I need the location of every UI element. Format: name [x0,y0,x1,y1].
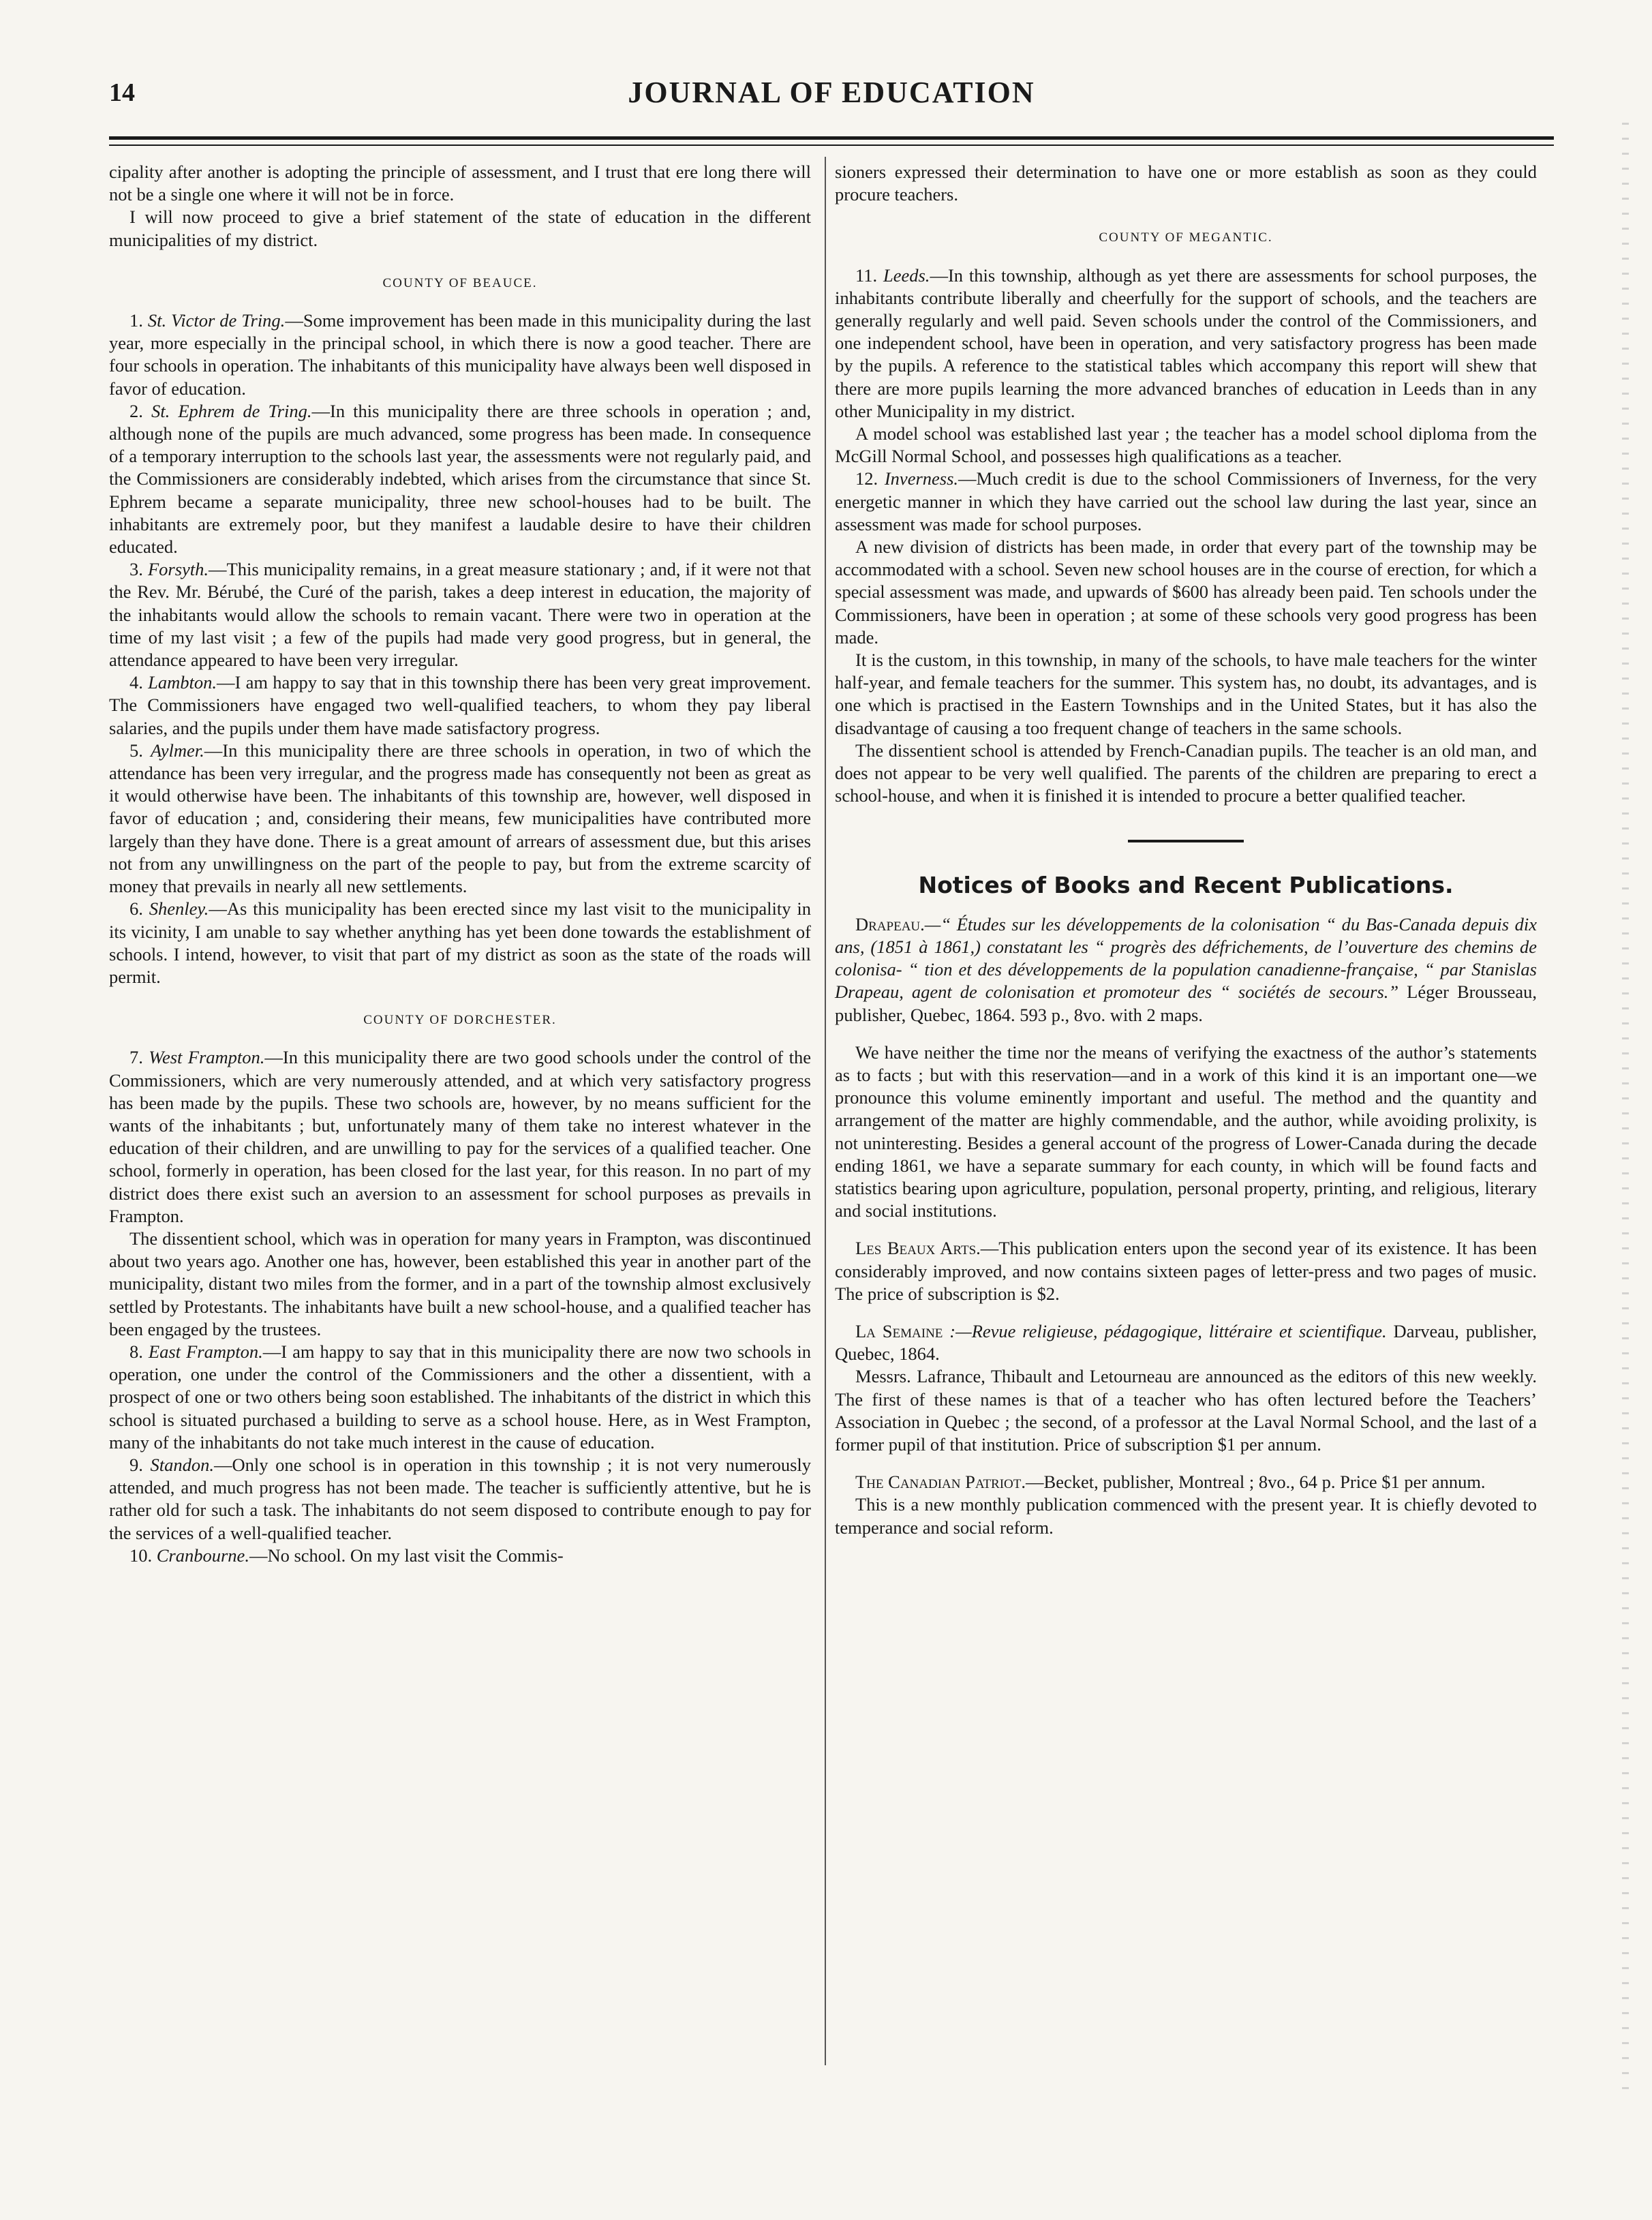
municipality-entry [109,1046,811,1228]
entry-text: —In this municipality there are three schools in operation, in two of which the attendance has been very irregular, and the progress made has consequently not been as great as it would otherwise have been. The inhabitants of this township are, however, well disposed in favor of education ; and, considering their means, few municipalities have contributed more largely than they have done. There is a great amount of arrears of assessment due, but this arises not from any unwillingness on the part of the people to pay, but from the extreme scarcity of money that prevails in nearly all new settlements. [109,740,812,897]
municipality-entry [109,1454,811,1545]
book-review: We have neither the time nor the means of verifying the exactness of the author’s statements as to facts ; but with this reservation—and in a work of this kind it is an important one—we pronounce this volume eminently important and useful. The method and the quantity and arrangement of the matter are highly commendable, and the author, while avoiding prolixity, is not uninteresting. Besides a general account of the progress of Lower-Canada during the decade ending 1861, we have a separate summary for each county, in which will be found facts and statistics bearing upon agriculture, population, personal property, printing, and religious, literary and social institutions. [835,1041,1537,1221]
notice-text: This is a new monthly publication commenced with the present year. It is chiefly devoted to temperance and social reform. [835,1494,1537,1538]
municipality-name: West Frampton. [149,1047,265,1068]
section-title-notices: Notices of Books and Recent Publications. [918,872,1454,899]
municipality-name: East Frampton. [148,1341,263,1362]
entry-text: —In this municipality there are two good schools under the control of the Commissioners, which are very numerously attended, and at which very satisfactory progress has been made by the pupils. These two schools are, however, by no means sufficient for the wants of the inhabitants ; but, unfortunately many of them take no interest whatever in the education of their children, and are unwilling to pay for the services of a qualified teacher. One school, formerly in operation, has been closed for the last year, for this reason. In no part of my district does there exist such an aversion to an assessment for school purposes as prevails in Frampton. [109,1047,811,1226]
municipality-entry [109,740,811,898]
municipality-name: Standon. [150,1454,215,1475]
municipality-name: St. Victor de Tring. [147,310,286,331]
book-publisher: Léger Brousseau, publisher, Quebec, 1864. 593 p., 8vo. with 2 maps. [835,982,1537,1025]
entry-number: 8. [129,1341,149,1362]
county-heading-beauce: COUNTY OF BEAUCE. [382,275,538,290]
book-author: Drapeau. [855,913,925,934]
entry-number: 12. [855,468,885,489]
entry-number: 5. [129,740,151,761]
county-heading-dorchester: COUNTY OF DORCHESTER. [363,1013,557,1028]
municipality-entry [109,558,811,671]
municipality-entry [109,671,811,740]
entry-number: 1. [129,310,148,331]
entry-number: 4. [129,672,149,693]
municipality-entry [109,1545,811,1567]
municipality-name: Leeds. [883,264,930,286]
notice-text: —This publication enters upon the second year of its existence. It has been considerably improved, and now contains sixteen pages of letter-press and two pages of music. The price of subscription is $2. [835,1238,1538,1304]
paragraph: cipality after another is adopting the principle of assessment, and I trust that ere long there will not be a single one where it will not be in force. [109,162,811,205]
entry-text: —I am happy to say that in this township there has been very great improvement. The Commissioners have engaged two well-qualified teachers, to whom they pay liberal salaries, and the pupils under them have made satisfactory progress. [109,672,811,738]
book-title: —“ Études sur les développements de la colonisation “ du Bas-Canada depuis dix ans, (1851 à 1861,) constatant les “ progrès des défrichements, de l’ouverture des chemins de colonisa- “ tion et des développements de la population canadienne-française, “ par Stanislas Drapeau, agent de colonisation et promoteur des “ sociétés de secours.” [835,913,1537,1003]
publication-name: La Semaine [855,1320,943,1341]
header-rule-thick [109,136,1554,140]
book-notice-la-semaine [835,1320,1537,1365]
municipality-entry [109,309,811,400]
entry-number: 11. [855,264,883,286]
paragraph: A new division of districts has been made, in order that every part of the township may be accommodated with a school. Seven new school houses are in the course of erection, for which a special assessment was made, and upwards of $600 has already been paid. Ten schools under the Commissioners, have been in operation ; at some of these schools very good progress has been made. [835,536,1537,648]
municipality-entry [835,468,1537,536]
paragraph: A model school was established last year ; the teacher has a model school diploma from the McGill Normal School, and possesses high qualifications as a teacher. [835,423,1537,467]
page-number: 14 [109,78,135,107]
municipality-entry [109,1341,811,1454]
paragraph: The dissentient school is attended by French-Canadian pupils. The teacher is an old man, and does not appear to be very well qualified. The parents of the children are preparing to erect a school-house, and when it is finished it is intended to procure a better qualified teacher. [835,740,1537,806]
publication-name: The Canadian Patriot. [855,1472,1026,1493]
column-divider [825,157,826,2065]
municipality-entry [109,898,811,988]
entry-text: —Much credit is due to the school Commissioners of Inverness, for the very energetic manner in which they have carried out the school law during the last year, since an assessment was made for school purposes. [835,468,1537,534]
right-column [835,161,1537,1539]
header-rule-thin [109,145,1554,146]
paragraph: sioners expressed their determination to have one or more establish as soon as they could procure teachers. [835,162,1537,205]
paragraph: I will now proceed to give a brief statement of the state of education in the different municipalities of my district. [109,207,811,250]
municipality-name: Forsyth. [147,559,209,580]
book-notice-beaux-arts [835,1237,1537,1305]
paragraph: The dissentient school, which was in operation for many years in Frampton, was discontinued about two years ago. Another one has, however, been established this year in another part of the municipality, distant two miles from the former, and in a part of the township almost exclusively settled by Protestants. The inhabitants have built a new school-house, and a qualified teacher has been engaged by the trustees. [109,1228,811,1339]
notice-text: Messrs. Lafrance, Thibault and Letourneau are announced as the editors of this new weekly. The first of these names is that of a teacher who has often lectured before the Teachers’ Association in Quebec ; the second, of a professor at the Laval Normal School, and the last of a former pupil of that institution. Price of subscription $1 per annum. [835,1366,1537,1455]
page-header [109,68,1554,123]
entry-text: —No school. On my last visit the Commis- [249,1545,564,1566]
book-notice-canadian-patriot [835,1471,1537,1493]
municipality-entry [835,264,1537,423]
entry-number: 7. [129,1047,149,1068]
paragraph: It is the custom, in this township, in many of the schools, to have male teachers for the winter half-year, and female teachers for the summer. This system has, no doubt, its advantages, and is one which is practised in the Eastern Townships and in the United States, but it has also the disadvantage of causing a too frequent change of teachers in the same schools. [835,650,1537,738]
journal-title: JOURNAL OF EDUCATION [628,76,1035,109]
entry-number: 3. [129,559,148,580]
municipality-name: Cranbourne. [156,1545,249,1566]
county-heading-megantic: COUNTY OF MEGANTIC. [1099,230,1273,245]
publication-title: :—Revue religieuse, pédagogique, littéraire et scientifique. [943,1320,1387,1341]
entry-number: 6. [129,898,149,919]
entry-number: 9. [129,1454,151,1475]
entry-text: —In this township, although as yet there are assessments for school purposes, the inhabitants contribute liberally and cheerfully for the support of schools, and the teachers are generally regularly and well paid. Seven schools under the control of the Commissioners, and one independent school, have been in operation, and very satisfactory progress has been made by the pupils. A reference to the statistical tables which accompany this report will shew that there are more pupils learning the more advanced branches of education in Leeds than in any other Municipality in my district. [835,264,1537,421]
book-publisher: Darveau, publisher, Quebec, 1864. [835,1320,1538,1365]
book-notice-drapeau [835,913,1537,1027]
municipality-name: St. Ephrem de Tring. [151,400,312,421]
entry-text: —I am happy to say that in this municipality there are now two schools in operation, one under the control of the Commissioners and the other a dissentient, with a prospect of one or two others being soon established. The inhabitants of the district in which this school is situated purchased a building to serve as a school house. Here, as in West Frampton, many of the inhabitants do not take much interest in the cause of education. [109,1341,812,1453]
book-publisher: —Becket, publisher, Montreal ; 8vo., 64 p. Price $1 per annum. [1026,1472,1486,1493]
municipality-name: Lambton. [148,672,217,693]
entry-text: —Only one school is in operation in this township ; it is not very numerously attended, and much progress has not been made. The teacher is sufficiently attentive, but he is rather old for such a task. The inhabitants do not seem disposed to contribute enough to pay for the services of a well-qualified teacher. [109,1454,812,1543]
municipality-name: Inverness. [884,468,959,489]
entry-text: —Some improvement has been made in this municipality during the last year, more especially in the principal school, in which there is now a good teacher. There are four schools in operation. The inhabitants of this municipality have always been well disposed in favor of education. [109,310,811,399]
entry-text: —This municipality remains, in a great measure stationary ; and, if it were not that the Rev. Mr. Bérubé, the Curé of the parish, takes a deep interest in education, the majority of the inhabitants would allow the schools to remain vacant. There were two in operation at the time of my last visit ; a few of the pupils had made very good progress, but in general, the attendance appeared to have been very irregular. [109,559,811,671]
entry-text: —As this municipality has been erected since my last visit to the municipality in its vicinity, I am unable to say whether anything has yet been done towards the establishment of schools. I intend, however, to visit that part of my district as soon as the state of the roads will permit. [109,898,811,987]
entry-number: 2. [129,400,151,421]
section-divider [1128,840,1244,842]
municipality-name: Shenley. [149,898,209,919]
entry-text: —In this municipality there are three schools in operation ; and, although none of the pupils are much advanced, some progress has been made. In consequence of a temporary interruption to the schools last year, the assessments were not regularly paid, and the Commissioners are considerably indebted, which arises from the circumstance that since St. Ephrem became a separate municipality, three new school-houses had to be built. The inhabitants are extremely poor, but they manifest a laudable desire to have their children educated. [109,400,811,558]
scan-edge-noise [1622,123,1629,2099]
municipality-entry [109,400,811,558]
left-column [109,161,811,1567]
publication-name: Les Beaux Arts. [855,1238,981,1259]
entry-number: 10. [129,1545,157,1566]
municipality-name: Aylmer. [151,740,204,761]
